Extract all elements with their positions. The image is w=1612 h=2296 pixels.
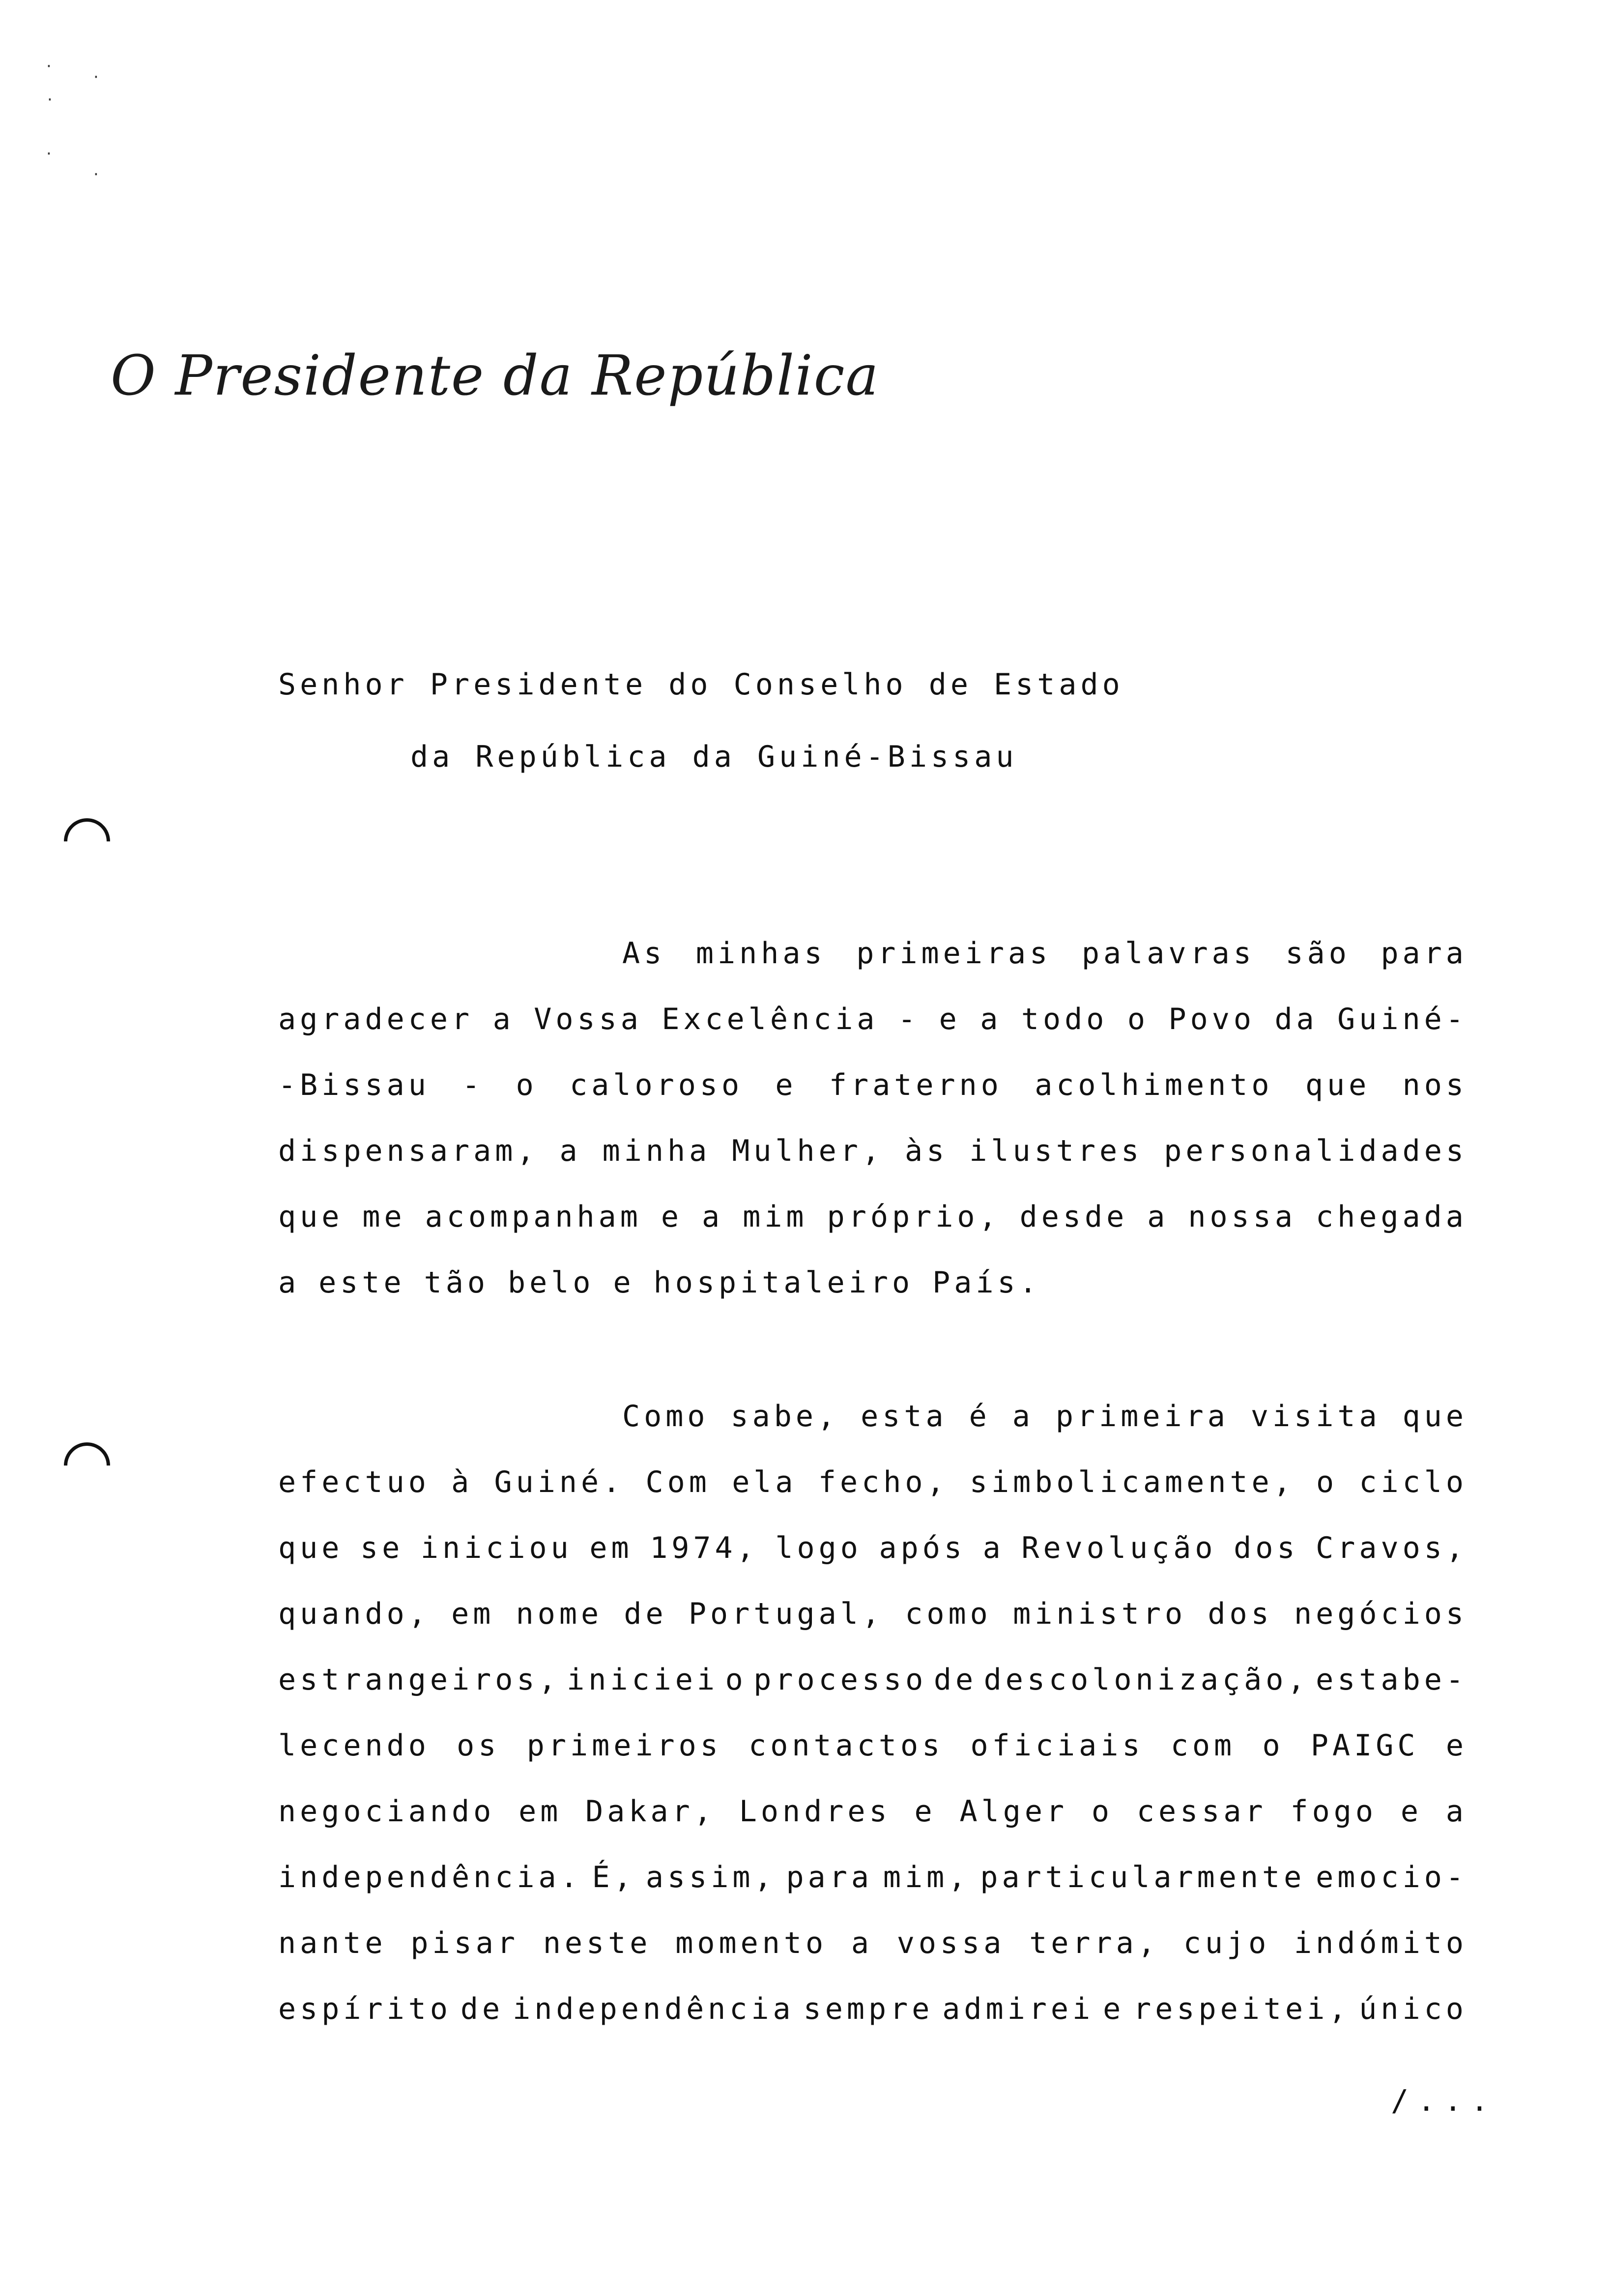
word: acompanham xyxy=(425,1200,642,1234)
continuation-mark: /... xyxy=(1391,2084,1497,2118)
word: personalidades xyxy=(1164,1134,1468,1168)
word: sempre xyxy=(803,1992,934,2026)
text-line xyxy=(278,1858,1468,1897)
word: independência. xyxy=(278,1860,582,1894)
word: As xyxy=(622,936,666,971)
word: dispensaram, xyxy=(278,1134,539,1168)
word: Como xyxy=(622,1399,709,1434)
word: em xyxy=(589,1531,633,1565)
word: em xyxy=(518,1794,562,1829)
word: o xyxy=(725,1663,747,1697)
word: Revolução xyxy=(1021,1531,1217,1565)
word: desde xyxy=(1019,1200,1128,1234)
word: assim, xyxy=(645,1860,776,1894)
word: e xyxy=(613,1265,635,1300)
word: e xyxy=(1400,1794,1422,1829)
text-line xyxy=(278,1000,1468,1039)
word: que xyxy=(1402,1399,1468,1434)
word: descolonização, xyxy=(983,1663,1309,1697)
text-line xyxy=(278,1923,1468,1963)
word: se xyxy=(360,1531,404,1565)
text-line xyxy=(278,1594,1468,1634)
word: dos xyxy=(1234,1531,1299,1565)
text-line xyxy=(278,1131,1468,1171)
word: vossa xyxy=(896,1926,1006,1960)
word: -Bissau xyxy=(278,1068,430,1102)
word: que xyxy=(278,1200,344,1234)
word: nossa xyxy=(1188,1200,1296,1234)
word: lecendo xyxy=(278,1728,430,1763)
word: para xyxy=(786,1860,873,1894)
word: e xyxy=(914,1794,936,1829)
word: com xyxy=(1170,1728,1236,1763)
word: hospitaleiro xyxy=(653,1265,914,1300)
scan-speck: · xyxy=(47,90,53,110)
word: a xyxy=(278,1265,300,1300)
word: admirei xyxy=(942,1992,1094,2026)
text-line xyxy=(278,1989,1468,2029)
word: belo xyxy=(508,1265,595,1300)
word: cujo xyxy=(1183,1926,1270,1960)
word: estrangeiros, xyxy=(278,1663,560,1697)
word: e xyxy=(1103,1992,1125,2026)
addressee-line-1: Senhor Presidente do Conselho de Estado xyxy=(278,667,1124,702)
text-line xyxy=(278,1197,1468,1236)
word: nante xyxy=(278,1926,387,1960)
word: 1974, xyxy=(650,1531,758,1565)
word: de xyxy=(933,1663,978,1697)
word: processo xyxy=(753,1663,927,1697)
word: fogo xyxy=(1290,1794,1377,1829)
word: às xyxy=(905,1134,949,1168)
word: momento xyxy=(675,1926,828,1960)
word: o xyxy=(1091,1794,1114,1829)
word: dos xyxy=(1208,1597,1273,1631)
word: e xyxy=(661,1200,683,1234)
word: iniciou xyxy=(420,1531,573,1565)
word: caloroso xyxy=(570,1068,744,1102)
word: oficiais xyxy=(970,1728,1144,1763)
word: mim xyxy=(743,1200,808,1234)
word: Alger xyxy=(959,1794,1068,1829)
word: efectuo xyxy=(278,1465,430,1499)
word: e xyxy=(939,1002,961,1036)
word: É, xyxy=(592,1860,635,1894)
word: que xyxy=(1305,1068,1371,1102)
word: quando, xyxy=(278,1597,430,1631)
paragraph-mark xyxy=(55,1433,120,1498)
addressee-line-2: da República da Guiné-Bissau xyxy=(410,740,1018,774)
word: fecho, xyxy=(818,1465,949,1499)
word: independência xyxy=(513,1992,795,2026)
word: a xyxy=(1012,1399,1034,1434)
word: estabe- xyxy=(1316,1663,1468,1697)
scan-speck: · xyxy=(93,165,99,184)
word: Cravos, xyxy=(1316,1531,1468,1565)
word: Com xyxy=(645,1465,711,1499)
word: à xyxy=(451,1465,473,1499)
word: é xyxy=(969,1399,991,1434)
paragraph-mark xyxy=(55,809,120,874)
word: minha xyxy=(602,1134,711,1168)
word: Guiné- xyxy=(1337,1002,1468,1036)
word: - xyxy=(462,1068,484,1102)
word: que xyxy=(278,1531,344,1565)
text-line xyxy=(278,1065,1468,1105)
word: cessar xyxy=(1136,1794,1267,1829)
word: único xyxy=(1359,1992,1468,2026)
word: iniciei xyxy=(567,1663,719,1697)
word: esta xyxy=(861,1399,948,1434)
word: neste xyxy=(543,1926,652,1960)
text-line xyxy=(278,1528,1468,1568)
text-line xyxy=(278,1463,1468,1502)
word: a xyxy=(559,1134,581,1168)
word: são xyxy=(1285,936,1351,971)
word: espírito xyxy=(278,1992,452,2026)
word: sabe, xyxy=(730,1399,839,1434)
word: palavras xyxy=(1081,936,1255,971)
word: ministro xyxy=(1013,1597,1187,1631)
word: Londres xyxy=(739,1794,891,1829)
word: nos xyxy=(1402,1068,1468,1102)
word: primeiros xyxy=(526,1728,722,1763)
word: mim, xyxy=(883,1860,970,1894)
word: todo xyxy=(1021,1002,1108,1036)
word: a xyxy=(982,1531,1005,1565)
word: contactos xyxy=(748,1728,944,1763)
word: os xyxy=(457,1728,500,1763)
word: minhas xyxy=(695,936,826,971)
word: acolhimento xyxy=(1035,1068,1273,1102)
word: como xyxy=(905,1597,992,1631)
word: particularmente xyxy=(980,1860,1306,1894)
word: agradecer xyxy=(278,1002,474,1036)
word: chegada xyxy=(1316,1200,1468,1234)
text-line xyxy=(622,934,1468,973)
word: a xyxy=(1445,1794,1468,1829)
word: ilustres xyxy=(969,1134,1143,1168)
text-line xyxy=(278,1792,1468,1831)
word: para xyxy=(1381,936,1468,971)
word: a xyxy=(1147,1200,1169,1234)
word: tão xyxy=(424,1265,489,1300)
word: Mulher, xyxy=(732,1134,884,1168)
word: Vossa xyxy=(534,1002,642,1036)
word: o xyxy=(1316,1465,1338,1499)
word: primeiras xyxy=(856,936,1052,971)
word: ciclo xyxy=(1359,1465,1468,1499)
word: a xyxy=(492,1002,515,1036)
scan-speck: · xyxy=(46,57,52,76)
word: de xyxy=(624,1597,667,1631)
word: Guiné. xyxy=(494,1465,625,1499)
word: após xyxy=(879,1531,966,1565)
text-line xyxy=(278,1726,1468,1765)
word: terra, xyxy=(1029,1926,1159,1960)
word: fraterno xyxy=(829,1068,1003,1102)
scan-speck: · xyxy=(46,144,52,164)
word: em xyxy=(451,1597,495,1631)
word: primeira xyxy=(1055,1399,1229,1434)
word: pisar xyxy=(410,1926,519,1960)
word: País. xyxy=(932,1265,1041,1300)
word: de xyxy=(460,1992,504,2026)
word: Portugal, xyxy=(688,1597,884,1631)
word: visita xyxy=(1250,1399,1381,1434)
word: Povo xyxy=(1168,1002,1255,1036)
word: indómito xyxy=(1294,1926,1468,1960)
word: nome xyxy=(516,1597,603,1631)
letterhead-title: O Presidente da República xyxy=(111,344,880,408)
word: Excelência xyxy=(662,1002,879,1036)
word: respeitei, xyxy=(1133,1992,1351,2026)
word: logo xyxy=(775,1531,862,1565)
text-line xyxy=(622,1397,1468,1436)
word: e xyxy=(775,1068,797,1102)
text-line xyxy=(278,1263,1468,1302)
word: a xyxy=(851,1926,873,1960)
word: a xyxy=(980,1002,1002,1036)
word: o xyxy=(1262,1728,1284,1763)
word: da xyxy=(1274,1002,1318,1036)
word: o xyxy=(1127,1002,1149,1036)
word: Dakar, xyxy=(585,1794,716,1829)
word: próprio, xyxy=(827,1200,1001,1234)
word: ela xyxy=(732,1465,797,1499)
scan-speck: · xyxy=(93,67,99,87)
word: o xyxy=(516,1068,538,1102)
word: a xyxy=(702,1200,724,1234)
word: me xyxy=(362,1200,406,1234)
word: negócios xyxy=(1294,1597,1468,1631)
word: este xyxy=(318,1265,405,1300)
word: emocio- xyxy=(1316,1860,1468,1894)
word: e xyxy=(1445,1728,1468,1763)
word: simbolicamente, xyxy=(969,1465,1295,1499)
word: negociando xyxy=(278,1794,495,1829)
word: - xyxy=(898,1002,920,1036)
word: PAIGC xyxy=(1310,1728,1419,1763)
text-line xyxy=(278,1660,1468,1699)
